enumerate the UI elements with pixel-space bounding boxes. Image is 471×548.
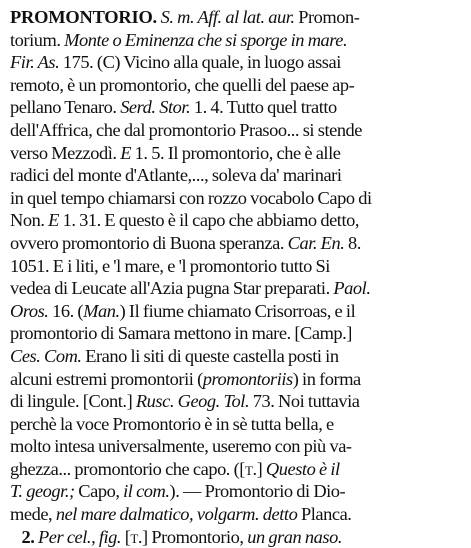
entry-text: ] Promontorio,	[142, 526, 248, 547]
entry-text: verso Mezzodì.	[10, 142, 121, 163]
entry-text: E	[120, 142, 132, 163]
entry-text: promontorio di Samara mettono in mare. [Camp.]	[10, 323, 352, 344]
entry-text: alcuni estremi promontorii (	[10, 368, 203, 389]
entry-text: Capo,	[74, 481, 124, 502]
entry-text: Ces. Com.	[10, 345, 82, 366]
entry-text: 16. (	[48, 300, 84, 321]
entry-line	[10, 74, 465, 97]
entry-text: radici del monte d'Atlante,..., soleva da' marinari	[10, 165, 342, 186]
entry-line	[10, 142, 465, 165]
entry-text: 73. Noi tuttavia	[249, 391, 360, 412]
headword: PROMONTORIO.	[10, 7, 157, 27]
entry-text: Paol.	[333, 278, 371, 299]
entry-text: remoto, è un promontorio, che quelli del paese ap-	[10, 74, 355, 95]
entry-text: un gran naso.	[247, 526, 343, 547]
entry-text: 1. 5. Il promontorio, che è alle	[131, 142, 341, 163]
entry-line	[10, 526, 465, 548]
entry-text: 1. 4. Tutto quel tratto	[190, 97, 337, 118]
entry-text: T. geogr.;	[10, 481, 75, 502]
entry-text: 1. 31. E questo è il capo che abbiamo detto,	[58, 210, 359, 231]
entry-text: nel mare dalmatico, volgarm. detto	[55, 504, 298, 525]
entry-line	[10, 187, 465, 210]
entry-text: Rusc. Geog. Tol.	[135, 391, 250, 412]
entry-line	[10, 503, 465, 526]
entry-text: Car. En.	[287, 232, 345, 253]
entry-line	[10, 51, 465, 74]
entry-text: Planca.	[297, 504, 352, 525]
sense-number: 2.	[10, 526, 38, 547]
entry-line	[10, 435, 465, 458]
entry-line	[10, 458, 465, 481]
entry-line	[10, 255, 465, 278]
entry-line	[10, 368, 465, 391]
entry-text: Man.	[83, 300, 120, 321]
entry-text: promontoriis	[202, 368, 293, 389]
entry-text: Questo è il	[265, 458, 340, 479]
entry-line	[10, 390, 465, 413]
entry-line	[10, 345, 465, 368]
entry-text: 1051. E i liti, e 'l mare, e 'l promontorio tutto Si	[10, 255, 330, 276]
entry-text: S. m. Aff. al lat. aur.	[160, 7, 295, 27]
entry-text: Fir. As.	[10, 52, 60, 73]
entry-text: Erano li siti di queste castella posti in	[81, 345, 339, 366]
entry-line	[10, 209, 465, 232]
entry-text: 175. (C) Vicino alla quale, in luogo assai	[59, 52, 341, 73]
entry-text: Oros.	[10, 300, 49, 321]
entry-text: molto intesa universalmente, useremo con più va-	[10, 436, 352, 457]
entry-text: t.	[244, 458, 257, 479]
entry-line	[10, 300, 465, 323]
entry-line	[10, 480, 465, 503]
entry-text: perchè la voce Promontorio è in sè tutta bella, e	[10, 413, 334, 434]
entry-text: Non.	[10, 210, 49, 231]
entry-line	[10, 322, 465, 345]
entry-text: ovvero promontorio di Buona speranza.	[10, 232, 288, 253]
entry-text: 8.	[344, 232, 361, 253]
entry-text: ) in forma	[292, 368, 361, 389]
entry-line	[10, 6, 465, 29]
entry-text: il com.	[123, 481, 170, 502]
entry-text: pellano Tenaro.	[10, 97, 121, 118]
entry-text: in quel tempo chiamarsi con rozzo vocabolo Capo di	[10, 187, 372, 208]
entry-text: Serd. Stor.	[120, 97, 191, 118]
entry-text: vedea di Leucate all'Azia pugna Star preparati.	[10, 278, 334, 299]
entry-text: ghezza... promontorio che capo. ([	[10, 458, 245, 479]
entry-line	[10, 96, 465, 119]
entry-text: [	[121, 526, 131, 547]
entry-text: Per cel., fig.	[37, 526, 122, 547]
entry-line	[10, 413, 465, 436]
entry-text: t.	[130, 526, 143, 547]
entry-text: Monte o Eminenza che si sporge in mare.	[64, 29, 348, 50]
entry-line	[10, 119, 465, 142]
entry-text: Promon-	[294, 7, 360, 27]
entry-line	[10, 277, 465, 300]
dictionary-entry-promontorio	[10, 6, 465, 548]
entry-text: dell'Affrica, che dal promontorio Prasoo... si stende	[10, 119, 363, 140]
entry-text: ]	[256, 458, 266, 479]
entry-text: ). — Promontorio di Dio-	[169, 481, 346, 502]
entry-line	[10, 232, 465, 255]
entry-text: E	[48, 210, 59, 231]
entry-text: ) Il fiume chiamato Crisorroas, e il	[119, 300, 356, 321]
entry-line	[10, 29, 465, 52]
entry-text: mede,	[10, 504, 56, 525]
entry-text: di lingule. [Cont.]	[10, 391, 136, 412]
entry-line	[10, 164, 465, 187]
entry-text: torium.	[10, 29, 65, 50]
